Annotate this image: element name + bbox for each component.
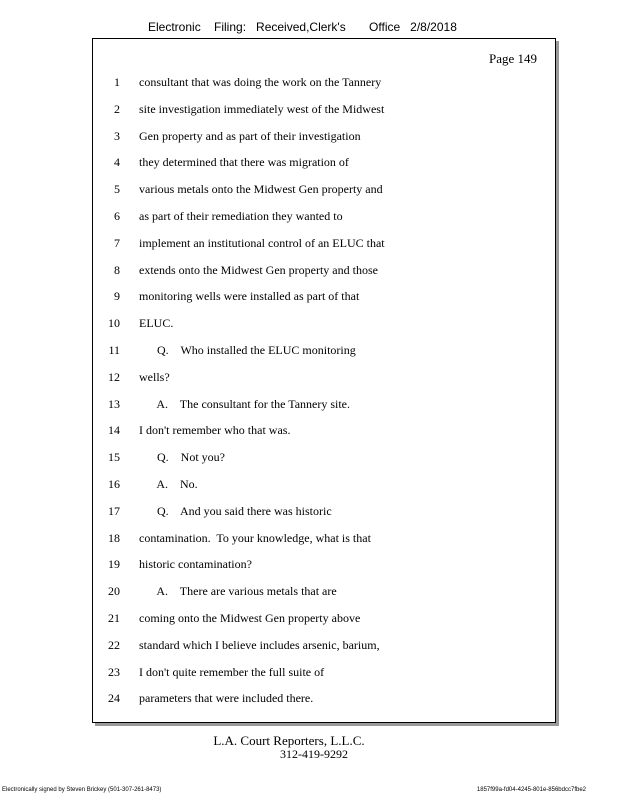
line-number: 14 — [108, 423, 120, 438]
line-text: Q. Not you? — [139, 450, 225, 465]
line-text: historic contamination? — [139, 557, 252, 572]
transcript-page — [92, 38, 556, 723]
reporter-name: L.A. Court Reporters, L.L.C. — [213, 733, 365, 748]
line-number: 9 — [114, 289, 120, 304]
line-text: various metals onto the Midwest Gen property and — [139, 182, 383, 197]
line-text: consultant that was doing the work on the Tannery — [139, 75, 382, 89]
line-number: 10 — [108, 316, 120, 331]
line-text: implement an institutional control of an ELUC that — [139, 235, 385, 250]
line-number: 20 — [108, 584, 120, 599]
electronic-signature: Electronically signed by Steven Brickey (501-307-261-8473) — [2, 787, 162, 793]
line-text: A. The consultant for the Tannery site. — [139, 396, 351, 411]
line-number: 11 — [108, 343, 120, 357]
line-number: 4 — [114, 155, 120, 170]
line-number: 23 — [108, 664, 120, 679]
line-text: parameters that were included there. — [139, 691, 314, 706]
line-text: A. No. — [139, 477, 198, 491]
line-text: coming onto the Midwest Gen property above — [139, 611, 361, 625]
line-number: 5 — [114, 182, 120, 197]
reporter-phone: 312-419-9292 — [280, 747, 348, 761]
line-text: Gen property and as part of their investigation — [139, 128, 361, 143]
line-number: 17 — [108, 503, 120, 518]
line-number: 8 — [114, 262, 120, 277]
page-number: Page 149 — [488, 51, 537, 66]
line-text: ELUC. — [139, 316, 174, 331]
line-number: 19 — [108, 557, 120, 572]
line-text: Q. Who installed the ELUC monitoring — [139, 343, 356, 357]
line-number: 16 — [108, 477, 120, 491]
line-number: 12 — [108, 369, 120, 384]
line-number: 3 — [114, 128, 120, 143]
line-number: 15 — [108, 450, 120, 465]
line-text: A. There are various metals that are — [139, 584, 337, 599]
line-number: 22 — [108, 637, 120, 652]
document-hash: 1857f99a-fd04-4245-801e-856bdcc7fbe2 — [476, 787, 586, 793]
line-number: 2 — [114, 101, 120, 116]
line-text: they determined that there was migration of — [139, 155, 349, 170]
line-number: 18 — [108, 530, 120, 545]
line-number: 21 — [108, 611, 120, 625]
line-number: 24 — [108, 691, 120, 706]
line-text: extends onto the Midwest Gen property and those — [139, 262, 378, 277]
line-text: wells? — [139, 369, 170, 384]
line-number: 6 — [114, 209, 120, 223]
filing-header: Electronic Filing: Received,Clerk's Office 2/8/2018 — [148, 20, 457, 34]
line-text: as part of their remediation they wanted to — [139, 209, 343, 223]
line-text: monitoring wells were installed as part of that — [139, 289, 360, 304]
line-text: standard which I believe includes arsenic, barium, — [139, 637, 380, 652]
line-text: contamination. To your knowledge, what is that — [139, 530, 371, 545]
line-number: 7 — [114, 235, 120, 250]
line-text: site investigation immediately west of the Midwest — [139, 101, 385, 116]
line-text: I don't remember who that was. — [139, 423, 291, 438]
line-text: Q. And you said there was historic — [139, 503, 332, 518]
line-text: I don't quite remember the full suite of — [139, 664, 325, 679]
line-number: 13 — [108, 396, 120, 411]
line-number: 1 — [114, 75, 120, 89]
